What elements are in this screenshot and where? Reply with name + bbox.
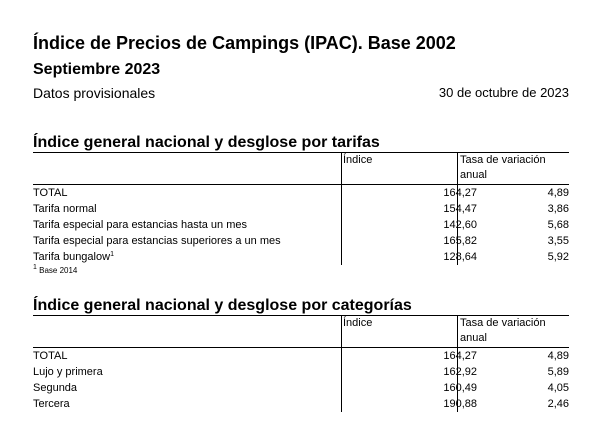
column-divider (457, 217, 458, 233)
table-row (33, 233, 569, 249)
table-row (33, 364, 569, 380)
column-divider (341, 233, 342, 249)
row-label-text: Tarifa bungalow (33, 251, 111, 263)
tasa-value: 3,55 (547, 235, 569, 247)
indice-value: 165,82 (443, 235, 477, 247)
tasa-value: 3,86 (547, 203, 569, 215)
footnote (33, 266, 569, 276)
footnote-marker: 1 (33, 264, 37, 271)
column-divider (341, 201, 342, 217)
column-divider (457, 153, 458, 184)
indice-value: 190,88 (443, 398, 477, 410)
tasa-value: 5,89 (547, 366, 569, 378)
column-divider (341, 249, 342, 265)
tarifas-section-title: Índice general nacional y desglose por tarifas (33, 134, 380, 151)
column-divider (457, 380, 458, 396)
data-status: Datos provisionales (33, 85, 156, 101)
column-header-tasa: Tasa de variación anual (460, 317, 546, 344)
column-divider (341, 364, 342, 380)
column-divider (457, 364, 458, 380)
table-header (33, 153, 569, 184)
column-divider (457, 201, 458, 217)
categorias-section-title: Índice general nacional y desglose por categorías (33, 297, 412, 314)
column-divider (341, 348, 342, 364)
row-label: Tercera (33, 398, 70, 410)
column-divider (457, 316, 458, 347)
tasa-value: 5,68 (547, 219, 569, 231)
tasa-value: 4,89 (547, 187, 569, 199)
row-label: Segunda (33, 382, 78, 394)
footnote-marker: 1 (110, 251, 114, 258)
row-label: TOTAL (33, 350, 68, 362)
indice-value: 164,27 (443, 350, 477, 362)
table-row (33, 249, 569, 265)
column-divider (457, 348, 458, 364)
table-row (33, 217, 569, 233)
indice-value: 162,92 (443, 366, 477, 378)
row-label: Lujo y primera (33, 366, 103, 378)
column-divider (341, 396, 342, 412)
publication-date: 30 de octubre de 2023 (438, 85, 569, 100)
document-title: Índice de Precios de Campings (IPAC). Base 2002 (33, 33, 456, 53)
row-label: Tarifa especial para estancias hasta un mes (33, 219, 248, 231)
indice-value: 128,64 (443, 251, 477, 263)
column-divider (341, 316, 342, 347)
column-divider (341, 380, 342, 396)
reference-period: Septiembre 2023 (33, 61, 161, 78)
tarifas-section (33, 133, 569, 276)
table-row (33, 380, 569, 396)
indice-value: 164,27 (443, 187, 477, 199)
table-row (33, 348, 569, 364)
tasa-value: 2,46 (547, 398, 569, 410)
table-row (33, 396, 569, 412)
categorias-section (33, 296, 569, 412)
footnote-text: Base 2014 (36, 266, 78, 275)
tasa-value: 4,89 (547, 350, 569, 362)
row-label: Tarifa normal (33, 203, 97, 215)
table-row (33, 201, 569, 217)
tasa-value: 4,05 (547, 382, 569, 394)
column-divider (457, 233, 458, 249)
column-divider (457, 185, 458, 201)
indice-value: 154,47 (443, 203, 477, 215)
column-divider (341, 185, 342, 201)
column-header-indice: Índice (343, 154, 373, 166)
tasa-value: 5,92 (547, 251, 569, 263)
row-label (33, 249, 114, 265)
column-divider (457, 396, 458, 412)
indice-value: 160,49 (443, 382, 477, 394)
column-divider (341, 217, 342, 233)
table-row (33, 185, 569, 201)
column-header-indice: Índice (343, 317, 373, 329)
column-divider (341, 153, 342, 184)
row-label: Tarifa especial para estancias superiores a un mes (33, 235, 281, 247)
row-label: TOTAL (33, 187, 68, 199)
indice-value: 142,60 (443, 219, 477, 231)
column-header-tasa: Tasa de variación anual (460, 154, 546, 181)
table-header (33, 316, 569, 347)
column-divider (457, 249, 458, 265)
